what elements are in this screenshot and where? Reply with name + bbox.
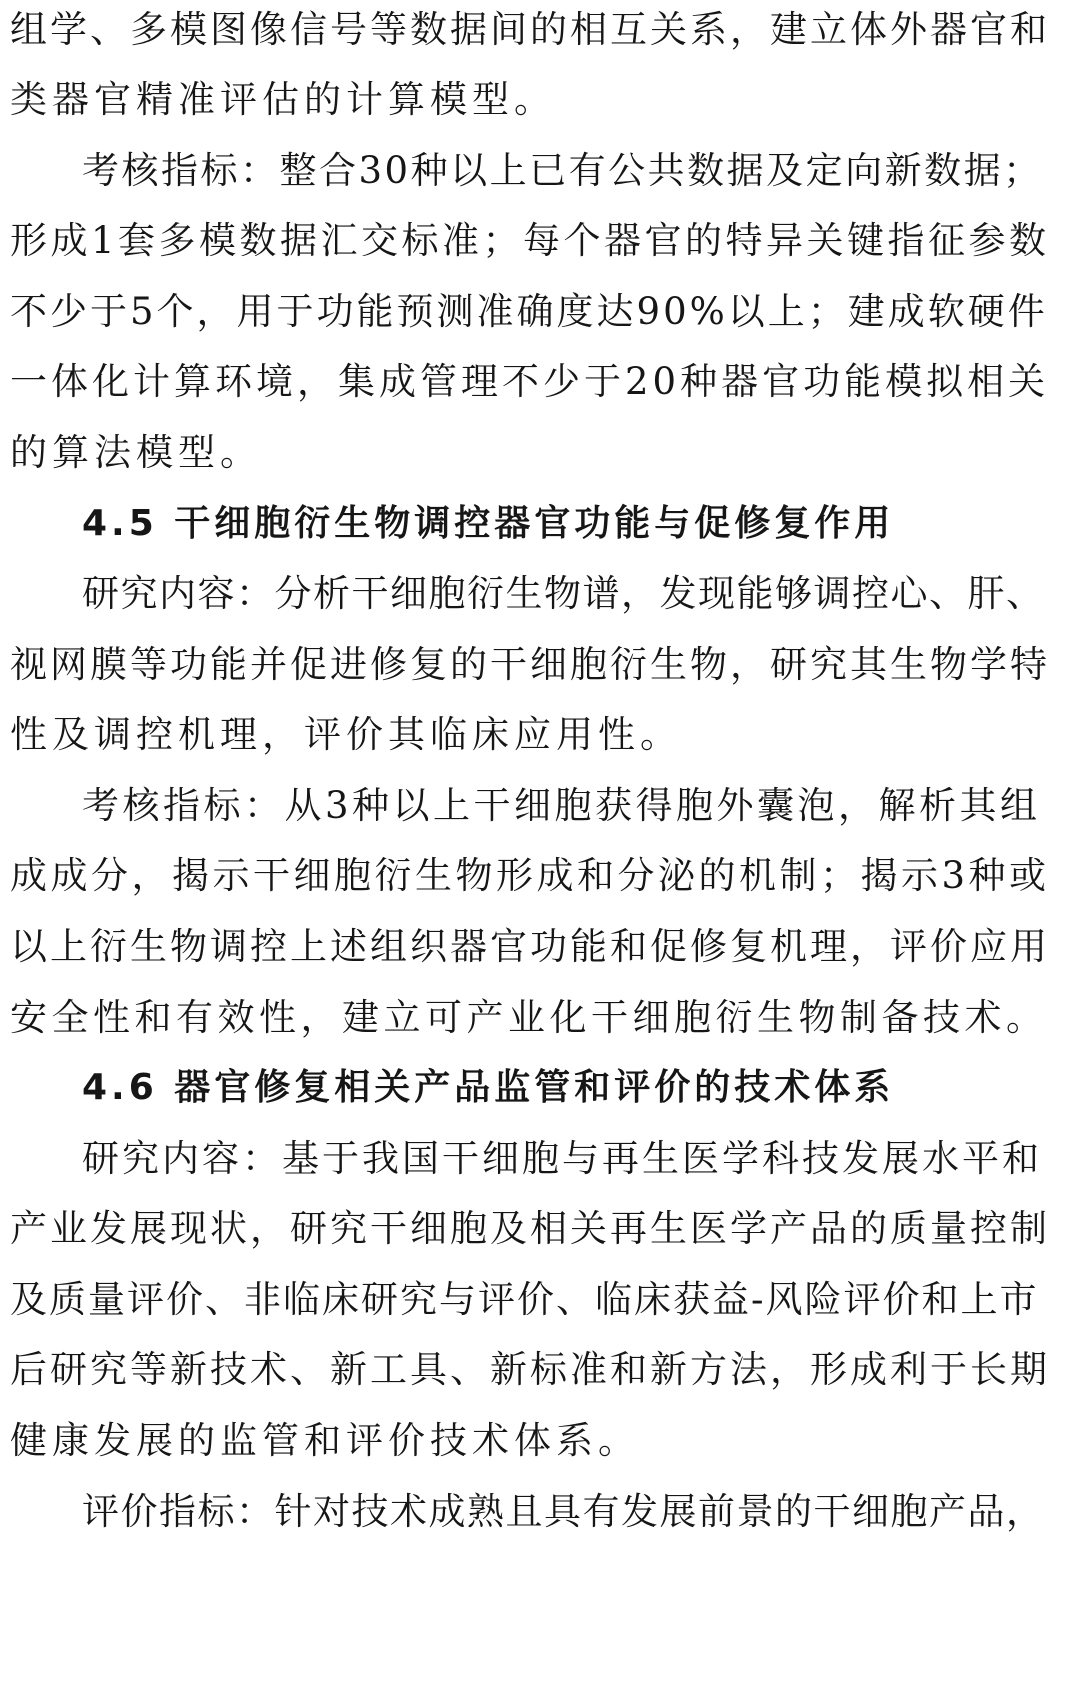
text-line: 安全性和有效性，建立可产业化干细胞衍生物制备技术。 [10,996,1048,1039]
text-line: 一体化计算环境，集成管理不少于20种器官功能模拟相关 [10,360,1050,403]
paragraph-evaluation-indicators: 评价指标：针对技术成熟且具有发展前景的干细胞产品， [82,1490,1045,1533]
section-heading-4-5: 4.5 干细胞衍生物调控器官功能与促修复作用 [82,503,895,544]
text-line: 及质量评价、非临床研究与评价、临床获益-风险评价和上市 [10,1278,1039,1321]
text-line: 视网膜等功能并促进修复的干细胞衍生物，研究其生物学特 [10,643,1050,686]
text-line: 类器官精准评估的计算模型。 [10,78,556,121]
text-line: 健康发展的监管和评价技术体系。 [10,1419,640,1462]
paragraph-assessment-indicators: 考核指标：整合30种以上已有公共数据及定向新数据； [82,149,1043,192]
paragraph-assessment-indicators: 考核指标：从3种以上干细胞获得胞外囊泡，解析其组 [82,784,1041,827]
text-line: 性及调控机理，评价其临床应用性。 [10,713,682,756]
paragraph-research-content: 研究内容：分析干细胞衍生物谱，发现能够调控心、肝、 [82,572,1045,615]
text-line: 以上衍生物调控上述组织器官功能和促修复机理，评价应用 [10,925,1050,968]
text-line: 组学、多模图像信号等数据间的相互关系，建立体外器官和 [10,8,1050,51]
text-line: 不少于5个，用于功能预测准确度达90%以上；建成软硬件 [10,290,1048,333]
text-line: 的算法模型。 [10,431,262,474]
text-line: 成成分，揭示干细胞衍生物形成和分泌的机制；揭示3种或 [10,854,1050,897]
text-line: 后研究等新技术、新工具、新标准和新方法，形成利于长期 [10,1348,1050,1391]
paragraph-research-content: 研究内容：基于我国干细胞与再生医学科技发展水平和 [82,1137,1042,1180]
text-line: 产业发展现状，研究干细胞及相关再生医学产品的质量控制 [10,1207,1050,1250]
text-line: 形成1套多模数据汇交标准；每个器官的特异关键指征参数 [10,219,1050,262]
section-heading-4-6: 4.6 器官修复相关产品监管和评价的技术体系 [82,1067,895,1108]
